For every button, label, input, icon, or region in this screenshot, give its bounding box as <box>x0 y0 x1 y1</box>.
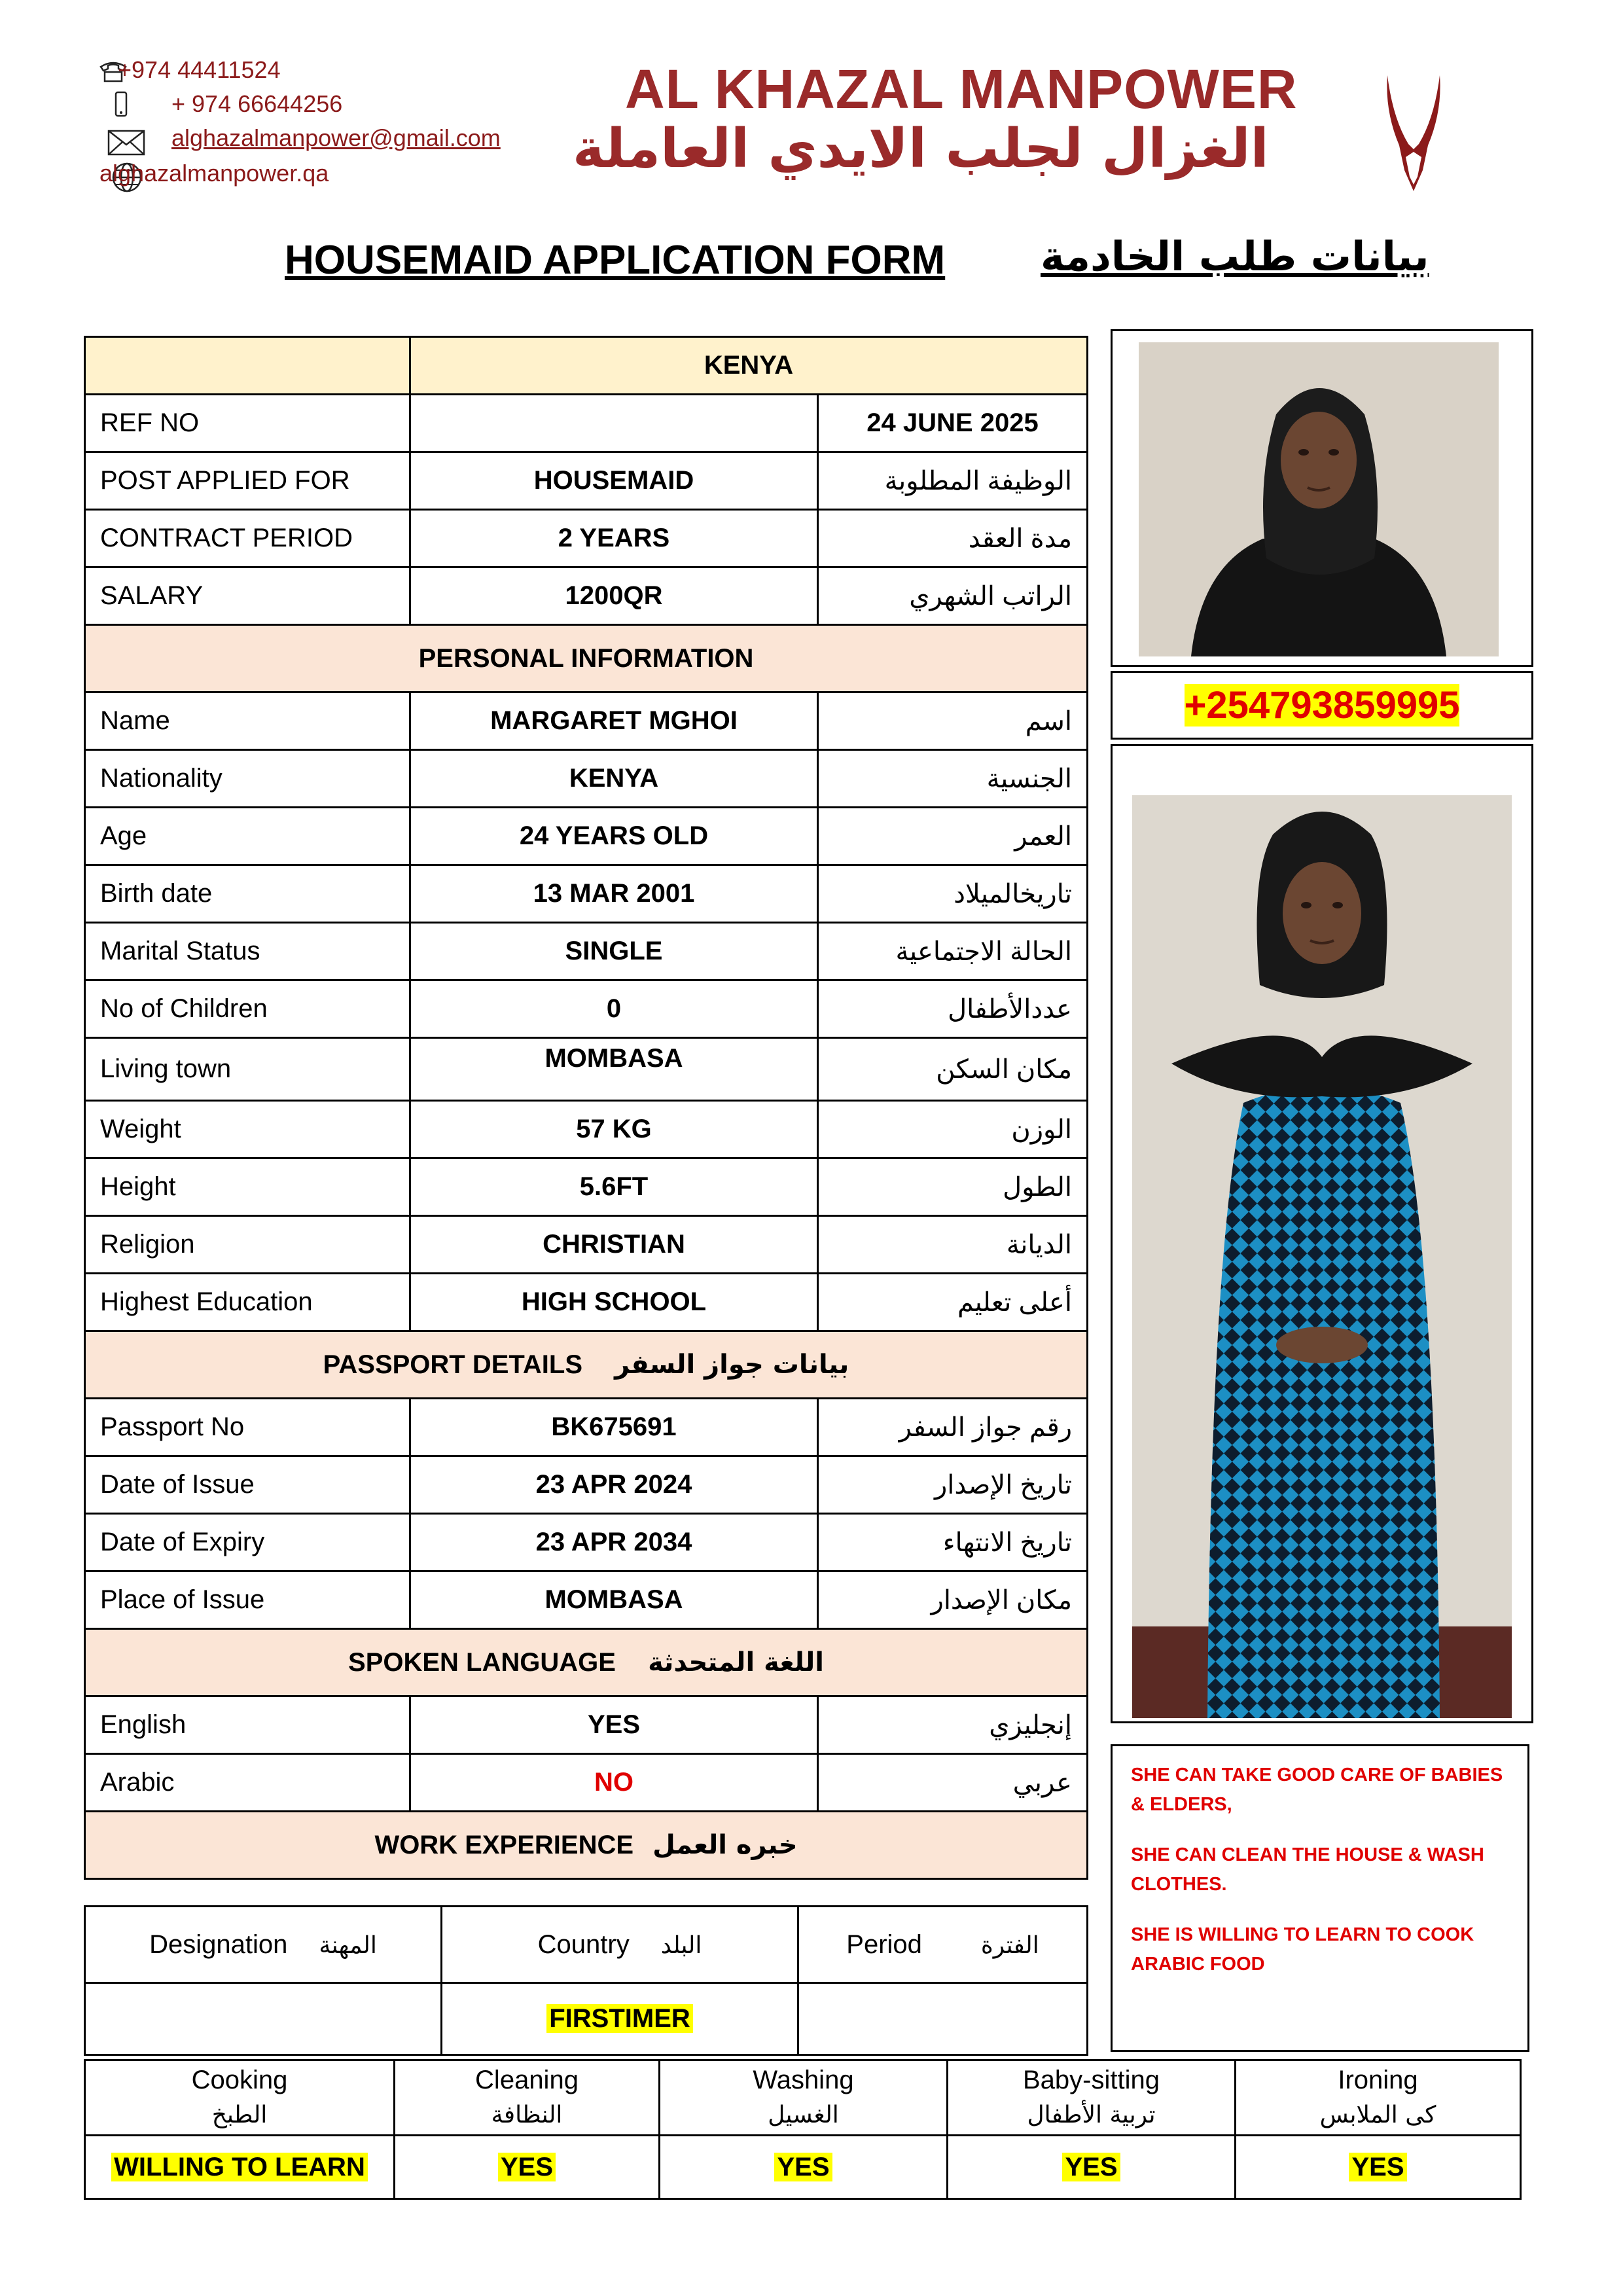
skill-value-cell <box>395 2136 660 2199</box>
field-label-arabic: الديانة <box>818 1216 1088 1274</box>
field-value: HOUSEMAID <box>410 452 818 510</box>
field-label-arabic: عربي <box>818 1754 1088 1812</box>
field-label: Highest Education <box>85 1274 410 1331</box>
field-label: Religion <box>85 1216 410 1274</box>
field-label-arabic: إنجليزي <box>818 1696 1088 1754</box>
designation-label: Designation <box>149 1929 288 1959</box>
field-value: 0 <box>410 980 818 1038</box>
form-title-arabic: بيانات طلب الخادمة <box>1041 232 1429 280</box>
field-value: HIGH SCHOOL <box>410 1274 818 1331</box>
field-value: 24 YEARS OLD <box>410 808 818 865</box>
candidate-notes-box <box>1111 1744 1529 2052</box>
field-value: 23 APR 2024 <box>410 1456 818 1514</box>
work-experience-table <box>84 1905 1088 2056</box>
portrait-photo-frame <box>1111 329 1533 667</box>
field-row <box>85 1514 1088 1571</box>
field-value: YES <box>410 1696 818 1754</box>
section-title <box>85 1331 1088 1399</box>
field-row <box>85 452 1088 510</box>
field-label: Name <box>85 692 410 750</box>
field-label-arabic: مدة العقد <box>818 510 1088 567</box>
field-label-arabic: الحالة الاجتماعية <box>818 923 1088 980</box>
form-title-english: HOUSEMAID APPLICATION FORM <box>285 238 946 283</box>
field-row <box>85 1399 1088 1456</box>
field-label-arabic: أعلى تعليم <box>818 1274 1088 1331</box>
field-label: Date of Expiry <box>85 1514 410 1571</box>
skill-value: YES <box>1062 2153 1120 2181</box>
designation-value <box>85 1983 442 2055</box>
country-value <box>442 1983 798 2055</box>
country-value: KENYA <box>410 337 1088 395</box>
field-label: POST APPLIED FOR <box>85 452 410 510</box>
skill-header <box>948 2060 1236 2136</box>
skill-name-arabic: الطبخ <box>211 2102 268 2128</box>
field-row <box>85 567 1088 625</box>
section-header-passport <box>85 1331 1088 1399</box>
field-label: Birth date <box>85 865 410 923</box>
field-row <box>85 1456 1088 1514</box>
field-row <box>85 510 1088 567</box>
field-row <box>85 980 1088 1038</box>
field-label-arabic: الجنسية <box>818 750 1088 808</box>
skills-value-row <box>85 2136 1521 2199</box>
brand-name-english: AL KHAZAL MANPOWER <box>625 58 1298 120</box>
skill-name: Cleaning <box>475 2066 579 2094</box>
field-label-arabic: مكان الإصدار <box>818 1571 1088 1629</box>
section-title-arabic: بيانات جواز السفر <box>615 1350 849 1380</box>
field-row <box>85 692 1088 750</box>
field-label-arabic: تاريخ الانتهاء <box>818 1514 1088 1571</box>
brand-name-arabic: الغزال لجلب الايدي العاملة <box>573 118 1269 180</box>
skills-table <box>84 2059 1522 2200</box>
section-title-arabic: اللغة المتحدثة <box>648 1647 824 1677</box>
field-value: NO <box>410 1754 818 1812</box>
field-label: Marital Status <box>85 923 410 980</box>
field-value: 5.6FT <box>410 1158 818 1216</box>
field-value: 1200QR <box>410 567 818 625</box>
field-label: Weight <box>85 1101 410 1158</box>
country-label: Country <box>537 1929 630 1959</box>
skill-value-cell <box>1236 2136 1521 2199</box>
skill-value: YES <box>498 2153 556 2181</box>
field-value: 23 APR 2034 <box>410 1514 818 1571</box>
skill-value-cell <box>948 2136 1236 2199</box>
field-label: Height <box>85 1158 410 1216</box>
section-title <box>85 1812 1088 1879</box>
field-value: MOMBASA <box>410 1571 818 1629</box>
field-label: CONTRACT PERIOD <box>85 510 410 567</box>
field-label-arabic: الراتب الشهري <box>818 567 1088 625</box>
field-label-arabic: تاريخ الإصدار <box>818 1456 1088 1514</box>
skill-value: WILLING TO LEARN <box>111 2153 368 2181</box>
field-label-arabic: تاريخالميلاد <box>818 865 1088 923</box>
gazelle-logo-icon <box>1374 72 1453 203</box>
website-link[interactable]: alghazalmanpower.qa <box>99 160 329 187</box>
field-value: CHRISTIAN <box>410 1216 818 1274</box>
period-label-arabic: الفترة <box>980 1931 1039 1959</box>
application-date: 24 JUNE 2025 <box>818 395 1088 452</box>
portrait-photo <box>1139 342 1499 656</box>
field-row <box>85 1038 1088 1101</box>
field-row <box>85 1216 1088 1274</box>
field-row <box>85 865 1088 923</box>
field-row <box>85 1696 1088 1754</box>
field-value: 57 KG <box>410 1101 818 1158</box>
skill-name-arabic: النظافة <box>491 2102 563 2128</box>
skill-name: Ironing <box>1338 2066 1418 2094</box>
skill-header <box>85 2060 395 2136</box>
field-label-arabic: عددالأطفال <box>818 980 1088 1038</box>
experience-header-row <box>85 1907 1088 1983</box>
field-row <box>85 1101 1088 1158</box>
section-title-english: SPOKEN LANGUAGE <box>348 1648 616 1677</box>
field-row <box>85 1158 1088 1216</box>
field-label-arabic: رقم جواز السفر <box>818 1399 1088 1456</box>
field-label: No of Children <box>85 980 410 1038</box>
section-title-arabic: خبره العمل <box>652 1830 798 1860</box>
section-header-experience <box>85 1812 1088 1879</box>
application-form-table <box>84 336 1088 1880</box>
field-label: SALARY <box>85 567 410 625</box>
section-header-personal <box>85 625 1088 692</box>
full-body-photo <box>1132 795 1512 1718</box>
skill-name-arabic: تربية الأطفال <box>1027 2102 1156 2128</box>
field-value: KENYA <box>410 750 818 808</box>
period-label: Period <box>846 1929 922 1959</box>
skill-header <box>660 2060 948 2136</box>
field-row <box>85 923 1088 980</box>
field-value: 13 MAR 2001 <box>410 865 818 923</box>
skill-name-arabic: کی الملابس <box>1319 2102 1436 2128</box>
candidate-note: SHE CAN TAKE GOOD CARE OF BABIES & ELDERS, <box>1131 1765 1503 1815</box>
skill-value-cell <box>660 2136 948 2199</box>
ref-row <box>85 395 1088 452</box>
skill-name: Baby-sitting <box>1023 2066 1160 2094</box>
skill-value: YES <box>1349 2153 1406 2181</box>
field-row <box>85 1274 1088 1331</box>
field-label: Place of Issue <box>85 1571 410 1629</box>
ref-label: REF NO <box>85 395 410 452</box>
candidate-note: SHE IS WILLING TO LEARN TO COOK ARABIC FOOD <box>1131 1924 1474 1975</box>
country-blank-cell <box>85 337 410 395</box>
field-label: Arabic <box>85 1754 410 1812</box>
field-label-arabic: اسم <box>818 692 1088 750</box>
field-label: Nationality <box>85 750 410 808</box>
field-row <box>85 808 1088 865</box>
skill-name-arabic: الغسيل <box>768 2102 839 2128</box>
candidate-note: SHE CAN CLEAN THE HOUSE & WASH CLOTHES. <box>1131 1844 1484 1895</box>
candidate-phone-box <box>1111 671 1533 740</box>
field-label: Living town <box>85 1038 410 1101</box>
field-label: English <box>85 1696 410 1754</box>
phone-number-2[interactable]: + 974 66644256 <box>171 90 343 117</box>
skill-name: Washing <box>753 2066 854 2094</box>
period-header <box>798 1907 1088 1983</box>
country-label-arabic: البلد <box>660 1931 702 1959</box>
field-label-arabic: الطول <box>818 1158 1088 1216</box>
section-title <box>85 1629 1088 1696</box>
country-row <box>85 337 1088 395</box>
field-row <box>85 1571 1088 1629</box>
field-value: SINGLE <box>410 923 818 980</box>
skill-header <box>395 2060 660 2136</box>
experience-status: FIRSTIMER <box>546 2004 693 2033</box>
country-header <box>442 1907 798 1983</box>
field-label: Passport No <box>85 1399 410 1456</box>
section-title-english: PASSPORT DETAILS <box>323 1350 582 1379</box>
designation-header <box>85 1907 442 1983</box>
field-row <box>85 1754 1088 1812</box>
field-label: Date of Issue <box>85 1456 410 1514</box>
candidate-phone-number[interactable]: +254793859995 <box>1184 684 1460 726</box>
field-value: 2 YEARS <box>410 510 818 567</box>
field-value: MARGARET MGHOI <box>410 692 818 750</box>
field-label-arabic: الوزن <box>818 1101 1088 1158</box>
field-label-arabic: العمر <box>818 808 1088 865</box>
section-title: PERSONAL INFORMATION <box>85 625 1088 692</box>
period-value <box>798 1983 1088 2055</box>
section-title-english: WORK EXPERIENCE <box>374 1831 634 1859</box>
section-header-language <box>85 1629 1088 1696</box>
envelope-icon <box>107 129 146 156</box>
field-label-arabic: الوظيفة المطلوبة <box>818 452 1088 510</box>
mobile-phone-icon <box>111 90 131 119</box>
experience-entry-row <box>85 1983 1088 2055</box>
field-label-arabic: مكان السكن <box>818 1038 1088 1101</box>
full-body-photo-frame <box>1111 744 1533 1723</box>
skill-value-cell <box>85 2136 395 2199</box>
skill-value: YES <box>774 2153 832 2181</box>
skill-name: Cooking <box>191 2066 288 2094</box>
phone-number-1[interactable]: +974 44411524 <box>118 56 281 83</box>
email-link[interactable]: alghazalmanpower@gmail.com <box>171 124 501 151</box>
ref-value <box>410 395 818 452</box>
field-value: BK675691 <box>410 1399 818 1456</box>
field-label: Age <box>85 808 410 865</box>
field-row <box>85 750 1088 808</box>
skill-header <box>1236 2060 1521 2136</box>
designation-label-arabic: المهنة <box>319 1931 377 1959</box>
field-value: MOMBASA <box>410 1038 818 1101</box>
skills-header-row <box>85 2060 1521 2136</box>
